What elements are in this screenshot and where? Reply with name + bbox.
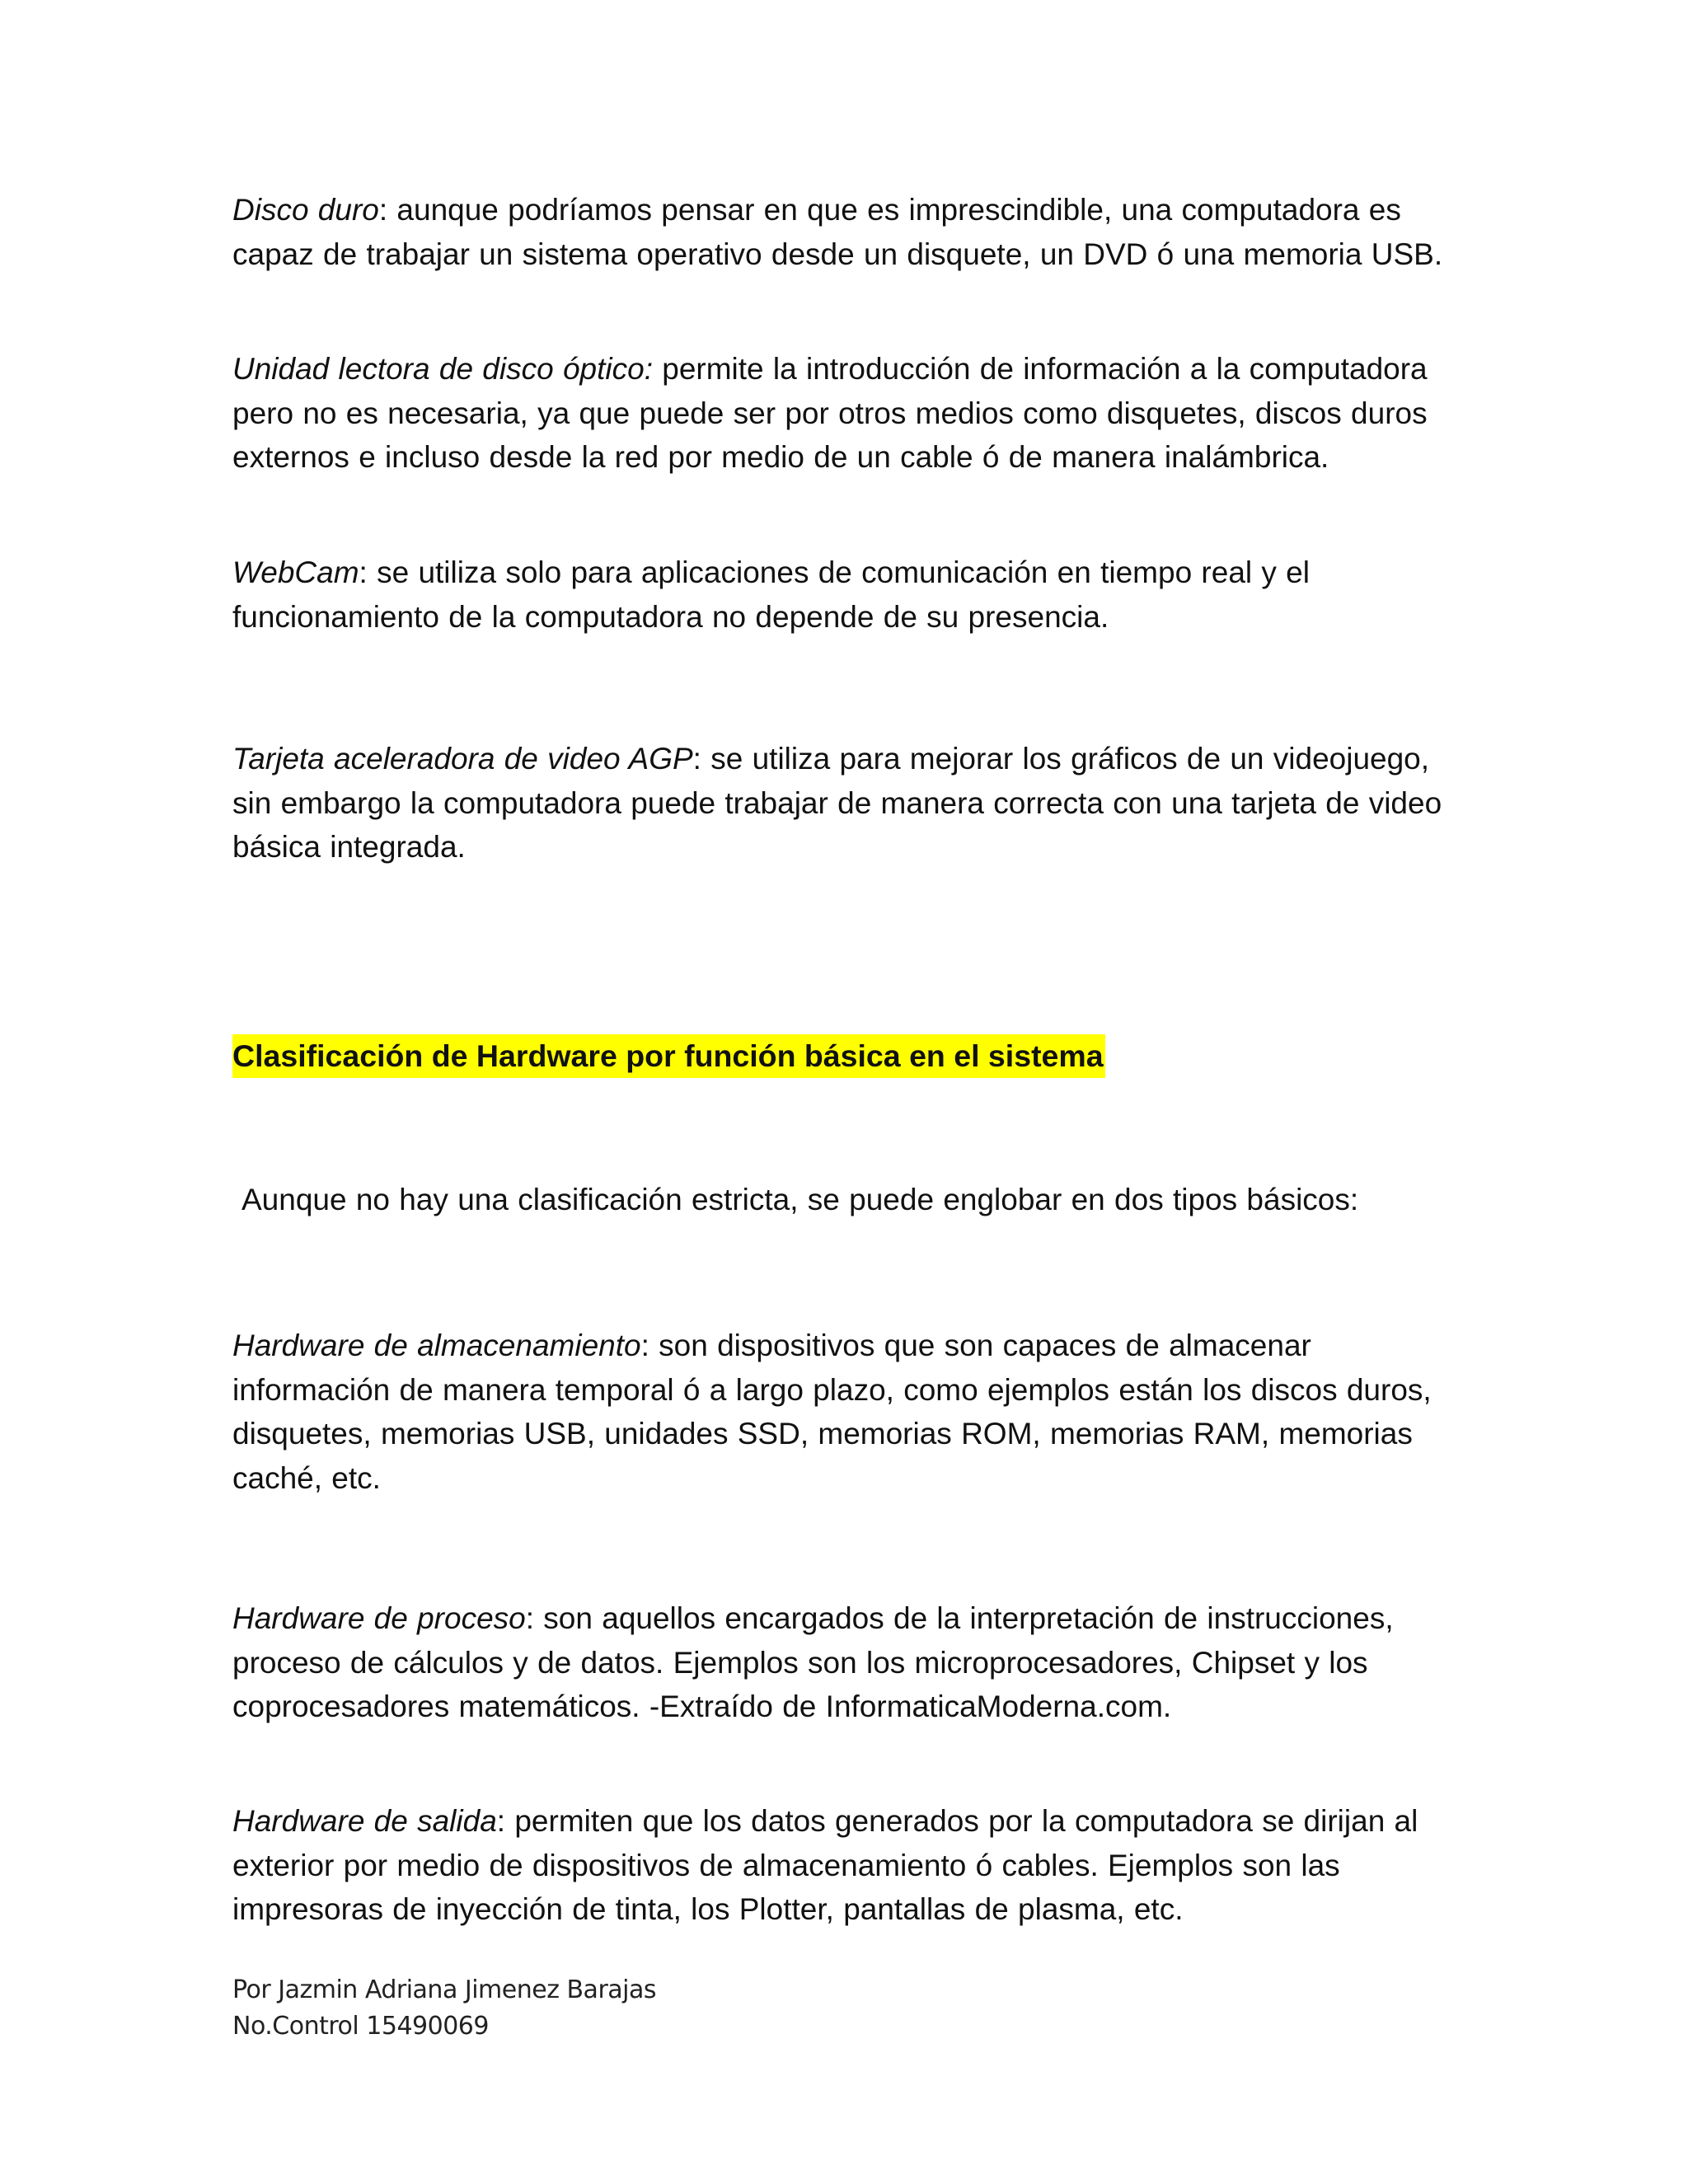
term-hardware-salida: Hardware de salida	[232, 1804, 497, 1838]
paragraph-unidad-lectora	[232, 347, 1469, 480]
paragraph-disco-duro	[232, 188, 1469, 276]
text-unidad-lectora: permite la introducción de información a la computadora pero no es necesaria, ya que puede ser por otros medios como disquetes, discos duros externos e incluso desde la red por medio de un cable ó de manera inalámbrica.	[232, 352, 1428, 474]
text-webcam: : se utiliza solo para aplicaciones de comunicación en tiempo real y el funcionamiento de la computadora no depende de su presencia.	[232, 555, 1310, 634]
term-webcam: WebCam	[232, 555, 359, 589]
paragraph-hardware-almacenamiento	[232, 1324, 1469, 1500]
text-disco-duro: : aunque podríamos pensar en que es imprescindible, una computadora es capaz de trabajar un sistema operativo desde un disquete, un DVD ó una memoria USB.	[232, 193, 1443, 271]
footer-author: Por Jazmin Adriana Jimenez Barajas	[232, 1975, 657, 2004]
paragraph-intro: Aunque no hay una clasificación estricta, se puede englobar en dos tipos básicos:	[241, 1183, 1359, 1216]
term-unidad-lectora: Unidad lectora de disco óptico:	[232, 352, 653, 386]
text-hardware-salida: : permiten que los datos generados por la computadora se dirijan al exterior por medio de dispositivos de almacenamiento ó cables. Ejemplos son las impresoras de inyección de tinta, los Plotter, pantallas de plasma, etc.	[232, 1804, 1418, 1926]
paragraph-tarjeta-agp	[232, 737, 1469, 869]
paragraph-webcam	[232, 551, 1469, 639]
term-disco-duro: Disco duro	[232, 193, 379, 227]
text-hardware-proceso: : son aquellos encargados de la interpretación de instrucciones, proceso de cálculos y de datos. Ejemplos son los microprocesadores, Chipset y los coprocesadores matemáticos. -Extraído de InformaticaModerna.com.	[232, 1601, 1394, 1723]
term-hardware-proceso: Hardware de proceso	[232, 1601, 526, 1635]
term-hardware-almacenamiento: Hardware de almacenamiento	[232, 1329, 641, 1362]
text-hardware-almacenamiento: : son dispositivos que son capaces de almacenar información de manera temporal ó a largo plazo, como ejemplos están los discos duros, disquetes, memorias USB, unidades SSD, memorias ROM, memorias RAM, memorias caché, etc.	[232, 1329, 1432, 1495]
paragraph-hardware-proceso	[232, 1596, 1469, 1729]
term-tarjeta-agp: Tarjeta aceleradora de video AGP	[232, 742, 693, 776]
text-tarjeta-agp: : se utiliza para mejorar los gráficos de un videojuego, sin embargo la computadora puede trabajar de manera correcta con una tarjeta de video básica integrada.	[232, 742, 1442, 864]
paragraph-hardware-salida	[232, 1799, 1469, 1932]
section-heading: Clasificación de Hardware por función básica en el sistema	[232, 1034, 1105, 1078]
footer-control-number: No.Control 15490069	[232, 2012, 489, 2041]
